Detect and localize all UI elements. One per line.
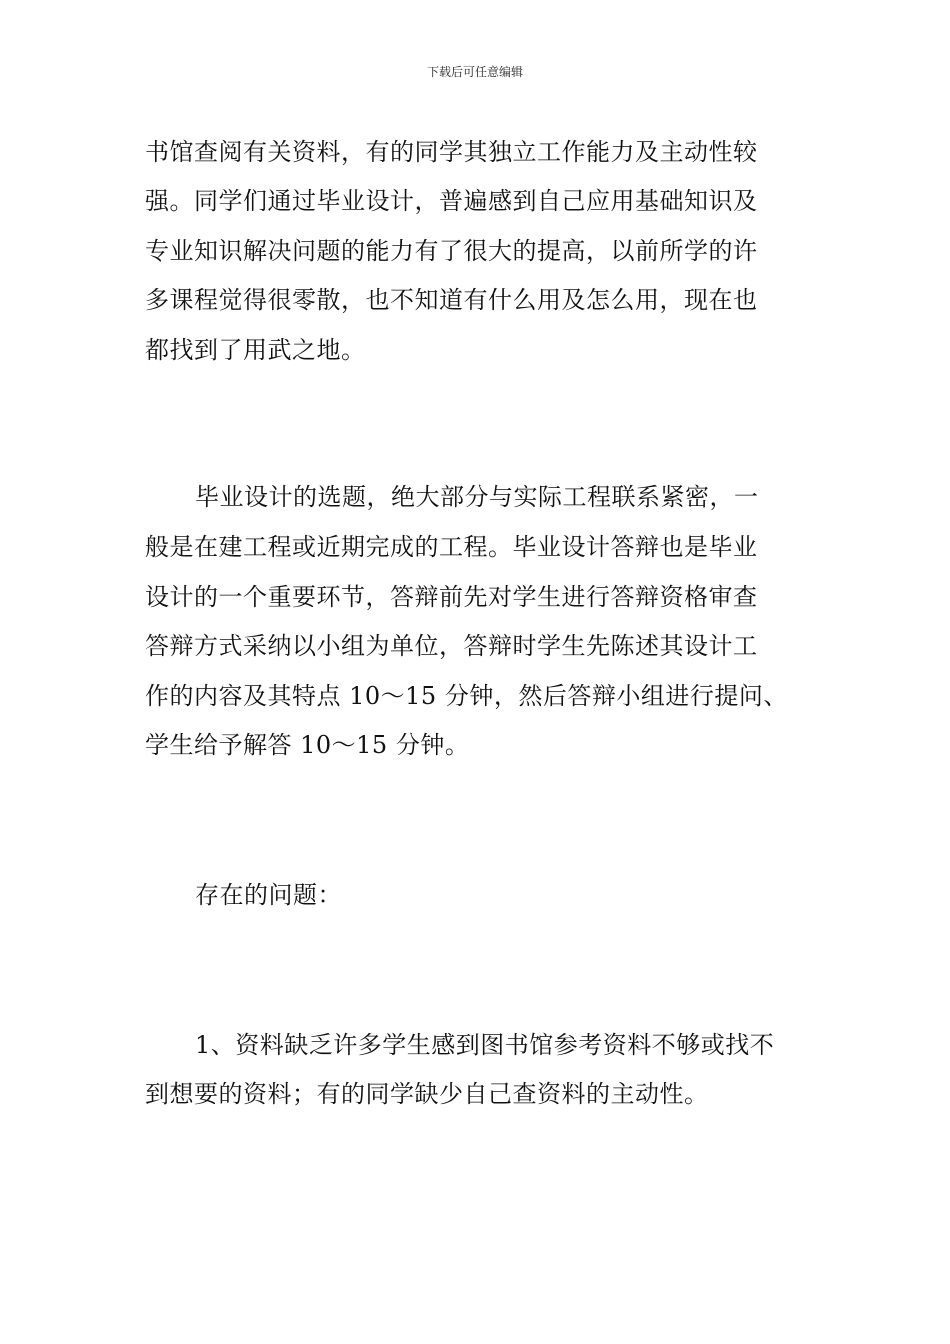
- paragraph-line: 专业知识解决问题的能力有了很大的提高，以前所学的许: [145, 237, 758, 265]
- paragraph-line: 强。同学们通过毕业设计，普遍感到自己应用基础知识及: [145, 187, 758, 215]
- paragraph-line: 作的内容及其特点 10～15 分钟，然后答辩小组进行提问、: [145, 682, 788, 710]
- paragraph-line: 设计的一个重要环节，答辩前先对学生进行答辩资格审查: [145, 583, 758, 611]
- paragraph-line: 1、资料缺乏许多学生感到图书馆参考资料不够或找不: [195, 1031, 775, 1059]
- paragraph-line: 到想要的资料；有的同学缺少自己查资料的主动性。: [145, 1080, 709, 1108]
- page-header: 下载后可任意编辑: [426, 65, 523, 79]
- paragraph-line: 多课程觉得很零散，也不知道有什么用及怎么用，现在也: [145, 286, 758, 314]
- paragraph-line: 学生给予解答 10～15 分钟。: [145, 731, 470, 759]
- paragraph-line: 般是在建工程或近期完成的工程。毕业设计答辩也是毕业: [145, 533, 758, 561]
- paragraph-line: 书馆查阅有关资料，有的同学其独立工作能力及主动性较: [145, 138, 758, 166]
- paragraph-line: 毕业设计的选题，绝大部分与实际工程联系紧密，一: [195, 483, 759, 511]
- paragraph-line: 答辩方式采纳以小组为单位，答辩时学生先陈述其设计工: [145, 632, 758, 660]
- section-heading: 存在的问题：: [195, 881, 342, 909]
- paragraph-line: 都找到了用武之地。: [145, 336, 366, 364]
